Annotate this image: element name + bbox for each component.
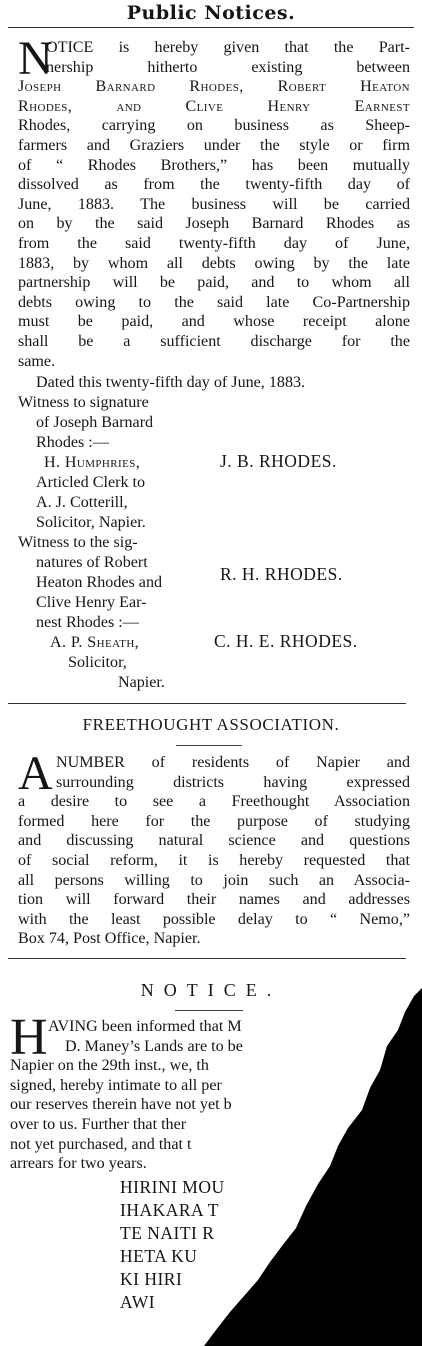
text-line: all persons willing to join such an Associa- [18,871,410,889]
text-line: D. Maney’s Lands are to be [65,1037,243,1055]
witness-line: Solicitor, [68,654,127,671]
witness-line: Solicitor, Napier. [36,514,146,531]
section-masthead: Public Notices. [126,2,296,24]
text-line: our reserves therein have not yet b [10,1096,232,1114]
witness-line: Witness to signature [18,394,149,411]
notice3-dropcap: H [10,1009,48,1066]
witness-line: Heaton Rhodes and [36,574,163,591]
tear-shape [204,988,422,1346]
text-line: a desire to see a Freethought Association [18,793,410,811]
freethought-heading: FREETHOUGHT ASSOCIATION. [82,715,340,734]
text-line: AVING been informed that M [48,1018,242,1035]
signatory: AWI [120,1292,156,1312]
signatory: IHAKARA T [120,1200,219,1220]
text-line: with the least possible delay to “ Nemo,” [18,910,410,928]
witness-line: nest Rhodes :— [36,614,139,631]
text-line: not yet purchased, and that t [10,1135,192,1153]
witness-line: Witness to the sig- [18,534,138,551]
text-line: Rhodes, carrying on business as Sheep- [18,117,410,135]
signatory: HIRINI MOU [120,1177,225,1197]
text-line: dissolved as from the twenty-fifth day of [18,176,410,194]
text-line: Rhodes, and Clive Henry Earnest [18,97,410,115]
text-line: Box 74, Post Office, Napier. [18,930,201,948]
witness-line: Articled Clerk to [36,474,146,491]
witness-line: natures of Robert [36,554,148,571]
text-line: on by the said Joseph Barnard Rhodes as [18,215,410,233]
text-line: farmers and Graziers under the style or firm [18,136,410,154]
text-line: over to us. Further that ther [10,1115,187,1133]
witness-line: Rhodes :— [36,434,109,451]
text-line: must be paid, and whose receipt alone [18,313,410,331]
text-line: formed here for the purpose of studying [18,812,410,830]
signature-rh-rhodes: R. H. RHODES. [220,564,343,584]
text-line: June, 1883. The business will be carried [18,195,410,213]
text-line: of “ Rhodes Brothers,” has been mutually [18,156,410,174]
witness-line: A. J. Cotterill, [36,494,128,511]
notice2-dropcap: A [18,747,53,800]
dated-line: Dated this twenty-fifth day of June, 1883. [36,374,306,391]
text-line: of social reform, it is hereby requested that [18,851,410,869]
signatory: KI HIRI [120,1269,183,1289]
witness-name: A. P. Sheath, [50,634,140,651]
text-line: Joseph Barnard Rhodes, Robert Heaton [18,78,410,96]
text-line: and discussing natural science and questions [18,832,410,850]
text-line: same. [18,352,56,370]
text-line: debts owing to the said late Co-Partnership [18,293,410,311]
text-line: surrounding districts having expressed [56,773,410,791]
text-line: signed, hereby intimate to all per [10,1076,222,1094]
text-line: arrears for two years. [10,1155,147,1173]
text-line: nership hitherto existing between [46,58,410,76]
signatory: HETA KU [120,1246,198,1266]
text-line: shall be a sufficient discharge for the [18,332,410,350]
notice1-dropcap: N [18,32,53,85]
text-line: OTICE is hereby given that the Part- [46,39,410,56]
text-line: tion will forward their names and addresses [18,891,410,909]
text-line: 1883, by whom all debts owing by the late [18,254,410,272]
text-line: Napier on the 29th inst., we, th [10,1057,209,1075]
witness-line: of Joseph Barnard [36,414,154,431]
notice-heading: NOTICE. [140,980,282,1000]
witness-line: Clive Henry Ear- [36,594,147,611]
text-line: NUMBER of residents of Napier and [56,754,410,771]
witness-line: Napier. [118,674,165,691]
text-line: from the said twenty-fifth day of June, [18,234,410,252]
signatory: TE NAITI R [120,1223,215,1243]
signature-jb-rhodes: J. B. RHODES. [220,451,337,471]
text-line: partnership will be paid, and to whom all [18,274,410,292]
witness-name: H. Humphries, [44,454,141,471]
signature-che-rhodes: C. H. E. RHODES. [214,631,358,651]
